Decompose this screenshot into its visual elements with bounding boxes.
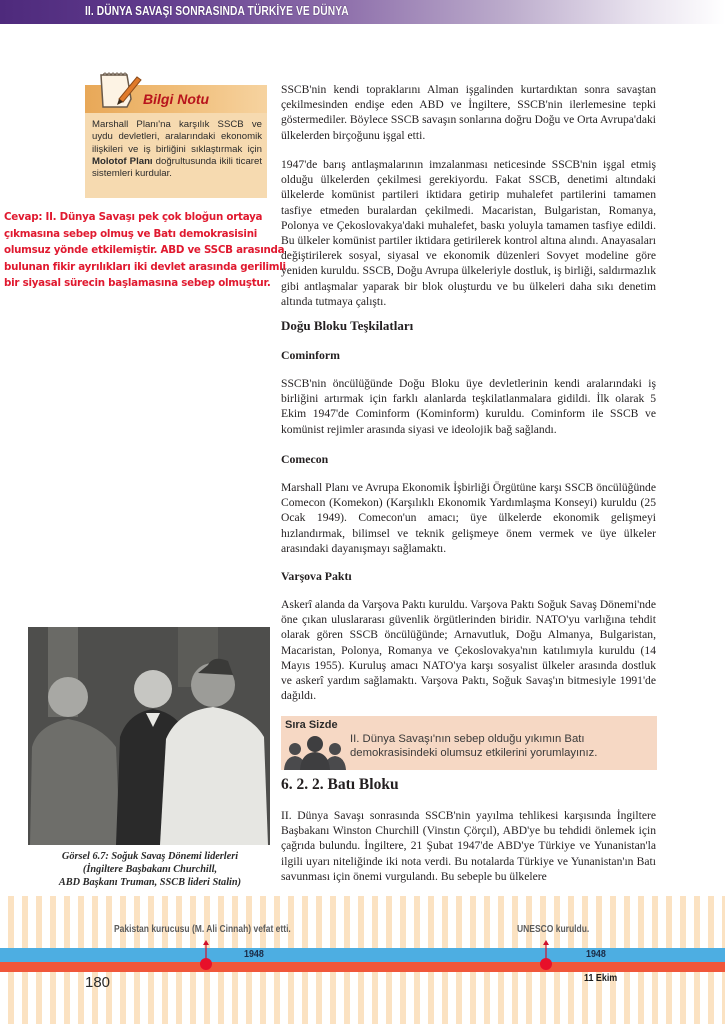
info-note-box	[85, 85, 267, 198]
timeline-event-label: UNESCO kuruldu.	[517, 924, 590, 935]
paragraph-cominform: SSCB'nin öncülüğünde Doğu Bloku üye devletlerinin kendi aralarındaki iş birliğini artırmak için farklı alanlarda teşkilatlanmalara gidildi. İlk olarak 5 Ekim 1947'de Cominform (Kominform) kuruldu. Cominform ile SSCB ve komünist rejimler arasında siyasi ve ideolojik bağ sağlandı.	[281, 377, 656, 436]
people-group-icon	[283, 732, 347, 770]
paragraph-comecon: Marshall Planı ve Avrupa Ekonomik İşbirliği Örgütüne karşı SSCB öncülüğünde Comecon (Komekon) (Karşılıklı Ekonomik Yardımlaşma Konseyi) kuruldu (25 Ocak 1949). Comecon'un amacı; üye ülkelerde ekonomik gelişmeyi hızlandırmak, bilimsel ve teknik gelişmeye önem vermek ve üye ülkeler arasındaki dayanışmayı sağlamaktı.	[281, 481, 656, 555]
chapter-title: II. DÜNYA SAVAŞI SONRASINDA TÜRKİYE VE DÜNYA	[85, 4, 349, 18]
figure-caption: Görsel 6.7: Soğuk Savaş Dönemi liderleri (İngiltere Başbakanı Churchill, ABD Başkanı Truman, SSCB lideri Stalin)	[58, 851, 242, 889]
molotof-plan-term: Molotof Planı	[92, 155, 153, 167]
timeline-year: 1948	[244, 948, 264, 960]
heading-varsova: Varşova Paktı	[281, 569, 352, 583]
info-note-title: Bilgi Notu	[143, 91, 210, 107]
timeline-year: 1948	[586, 948, 606, 960]
activity-question: II. Dünya Savaşı'nın sebep olduğu yıkımın Batı demokrasisindeki olumsuz etkilerini yorumlayınız.	[350, 733, 598, 759]
heading-comecon: Comecon	[281, 452, 329, 466]
notepad-pen-icon	[97, 69, 145, 111]
timeline-marker-icon	[199, 940, 213, 970]
paragraph-bati-bloku: II. Dünya Savaşı sonrasında SSCB'nin yayılma tehlikesi karşısında İngiltere Başbakanı Winston Churchill (Vinstın Çörçıl), ABD'ye bu tehdidi önlemek için çağrıda bulundu. İngiltere, 21 Şubat 1947'de ABD'ye Türkiye ve Yunanistan'la ilgili uyarı niteliğinde iki nota verdi. Bu notalarda Türkiye ve Yunanistan'ın Batı savunması için önemi vurgulandı. Bu sebeple bu ülkelere	[281, 809, 656, 883]
answer-annotation: Cevap: II. Dünya Savaşı pek çok bloğun ortaya çıkmasına sebep olmuş ve Batı demokrasisini olumsuz yönde etkilemiştir. ABD ve SSCB arasında bulunan fikir ayrılıkları iki devlet arasında gerilimli bir siyasal sürecin başlamasına sebep olmuştur.	[4, 211, 286, 289]
heading-dogu-bloku: Doğu Bloku Teşkilatları	[281, 318, 414, 333]
paragraph-1947: 1947'de barış antlaşmalarının imzalanması neticesinde SSCB'nin işgal etmiş olduğu ülkelerden çekilmesi gerekiyordu. Fakat SSCB, denetimi altındaki ülkelerde komünist partileri iktidara getirip muhalefet partilerini tamamen tasfiye etmeden buralardan çekilmedi. Macaristan, Bulgaristan, Romanya, Polonya ve Çekoslovakya'daki muhalefet, baskı yoluyla tamamen tasfiye edildi. Bu ülkeler komünist partiler iktidara getirilerek kontrol altına alındı. Anayasaları değiştirilerek sosyal, siyasal ve ekonomik düzenleri Sovyet modeline göre yeniden kuruldu. SSCB, Doğu Avrupa ülkeleriyle dostluk, iş birliği, saldırmazlık gibi antlaşmalar yaparak bir blok oluşturdu ve bu ülkeleri daha sıkı denetim altında tutmaya çalıştı.	[281, 158, 656, 308]
leaders-photo-illustration	[28, 627, 270, 845]
activity-label: Sıra Sizde	[285, 719, 338, 731]
activity-box-sira-sizde	[281, 716, 657, 770]
info-note-text: Marshall Planı'na karşılık SSCB ve uydu devletleri, aralarındaki ekonomik ilişkileri ve iş birliğini sıklaştırmak için Molotof Planı doğrultusunda ikili ticaret sistemleri kurdular.	[92, 119, 262, 180]
heading-cominform: Cominform	[281, 348, 340, 362]
page-number: 180	[85, 974, 111, 991]
timeline-red-bar	[0, 962, 725, 972]
timeline-event-label: Pakistan kurucusu (M. Ali Cinnah) vefat etti.	[114, 924, 291, 935]
timeline-marker-icon	[539, 940, 553, 970]
leaders-photo	[28, 627, 270, 845]
timeline-blue-bar	[0, 948, 725, 962]
paragraph-intro: SSCB'nin kendi topraklarını Alman işgalinden kurtardıktan sonra savaştan çekilmesinden endişe eden ABD ve İngiltere, SSCB'nin ilerlemesine tepki göstermediler. Böylece SSCB savaşın sonlarına doğru Doğu ve Orta Avrupa'daki ülkelerden birçoğunu işgal etti.	[281, 83, 656, 142]
chapter-header-band	[0, 0, 725, 24]
paragraph-varsova: Askerî alanda da Varşova Paktı kuruldu. Varşova Paktı Soğuk Savaş Dönemi'nde öne çıkan uluslararası güvenlik örgütlerinden biridir. NATO'yu varlığına tehdit olarak gören SSCB öncülüğünde; Arnavutluk, Doğu Almanya, Bulgaristan, Macaristan, Polonya, Romanya ve Çekoslovakya'nın katılımıyla kuruldu (14 Mayıs 1955). Kuruluş amacı NATO'ya karşı sosyalist ülkeler arasında dostluk ve askerî yardım sağlamaktı. Varşova Paktı, Soğuk Savaş'ın bitmesiyle 1991'de dağıldı.	[281, 598, 656, 703]
timeline-date: 11 Ekim	[584, 972, 618, 984]
heading-bati-bloku: 6. 2. 2. Batı Bloku	[281, 776, 399, 793]
